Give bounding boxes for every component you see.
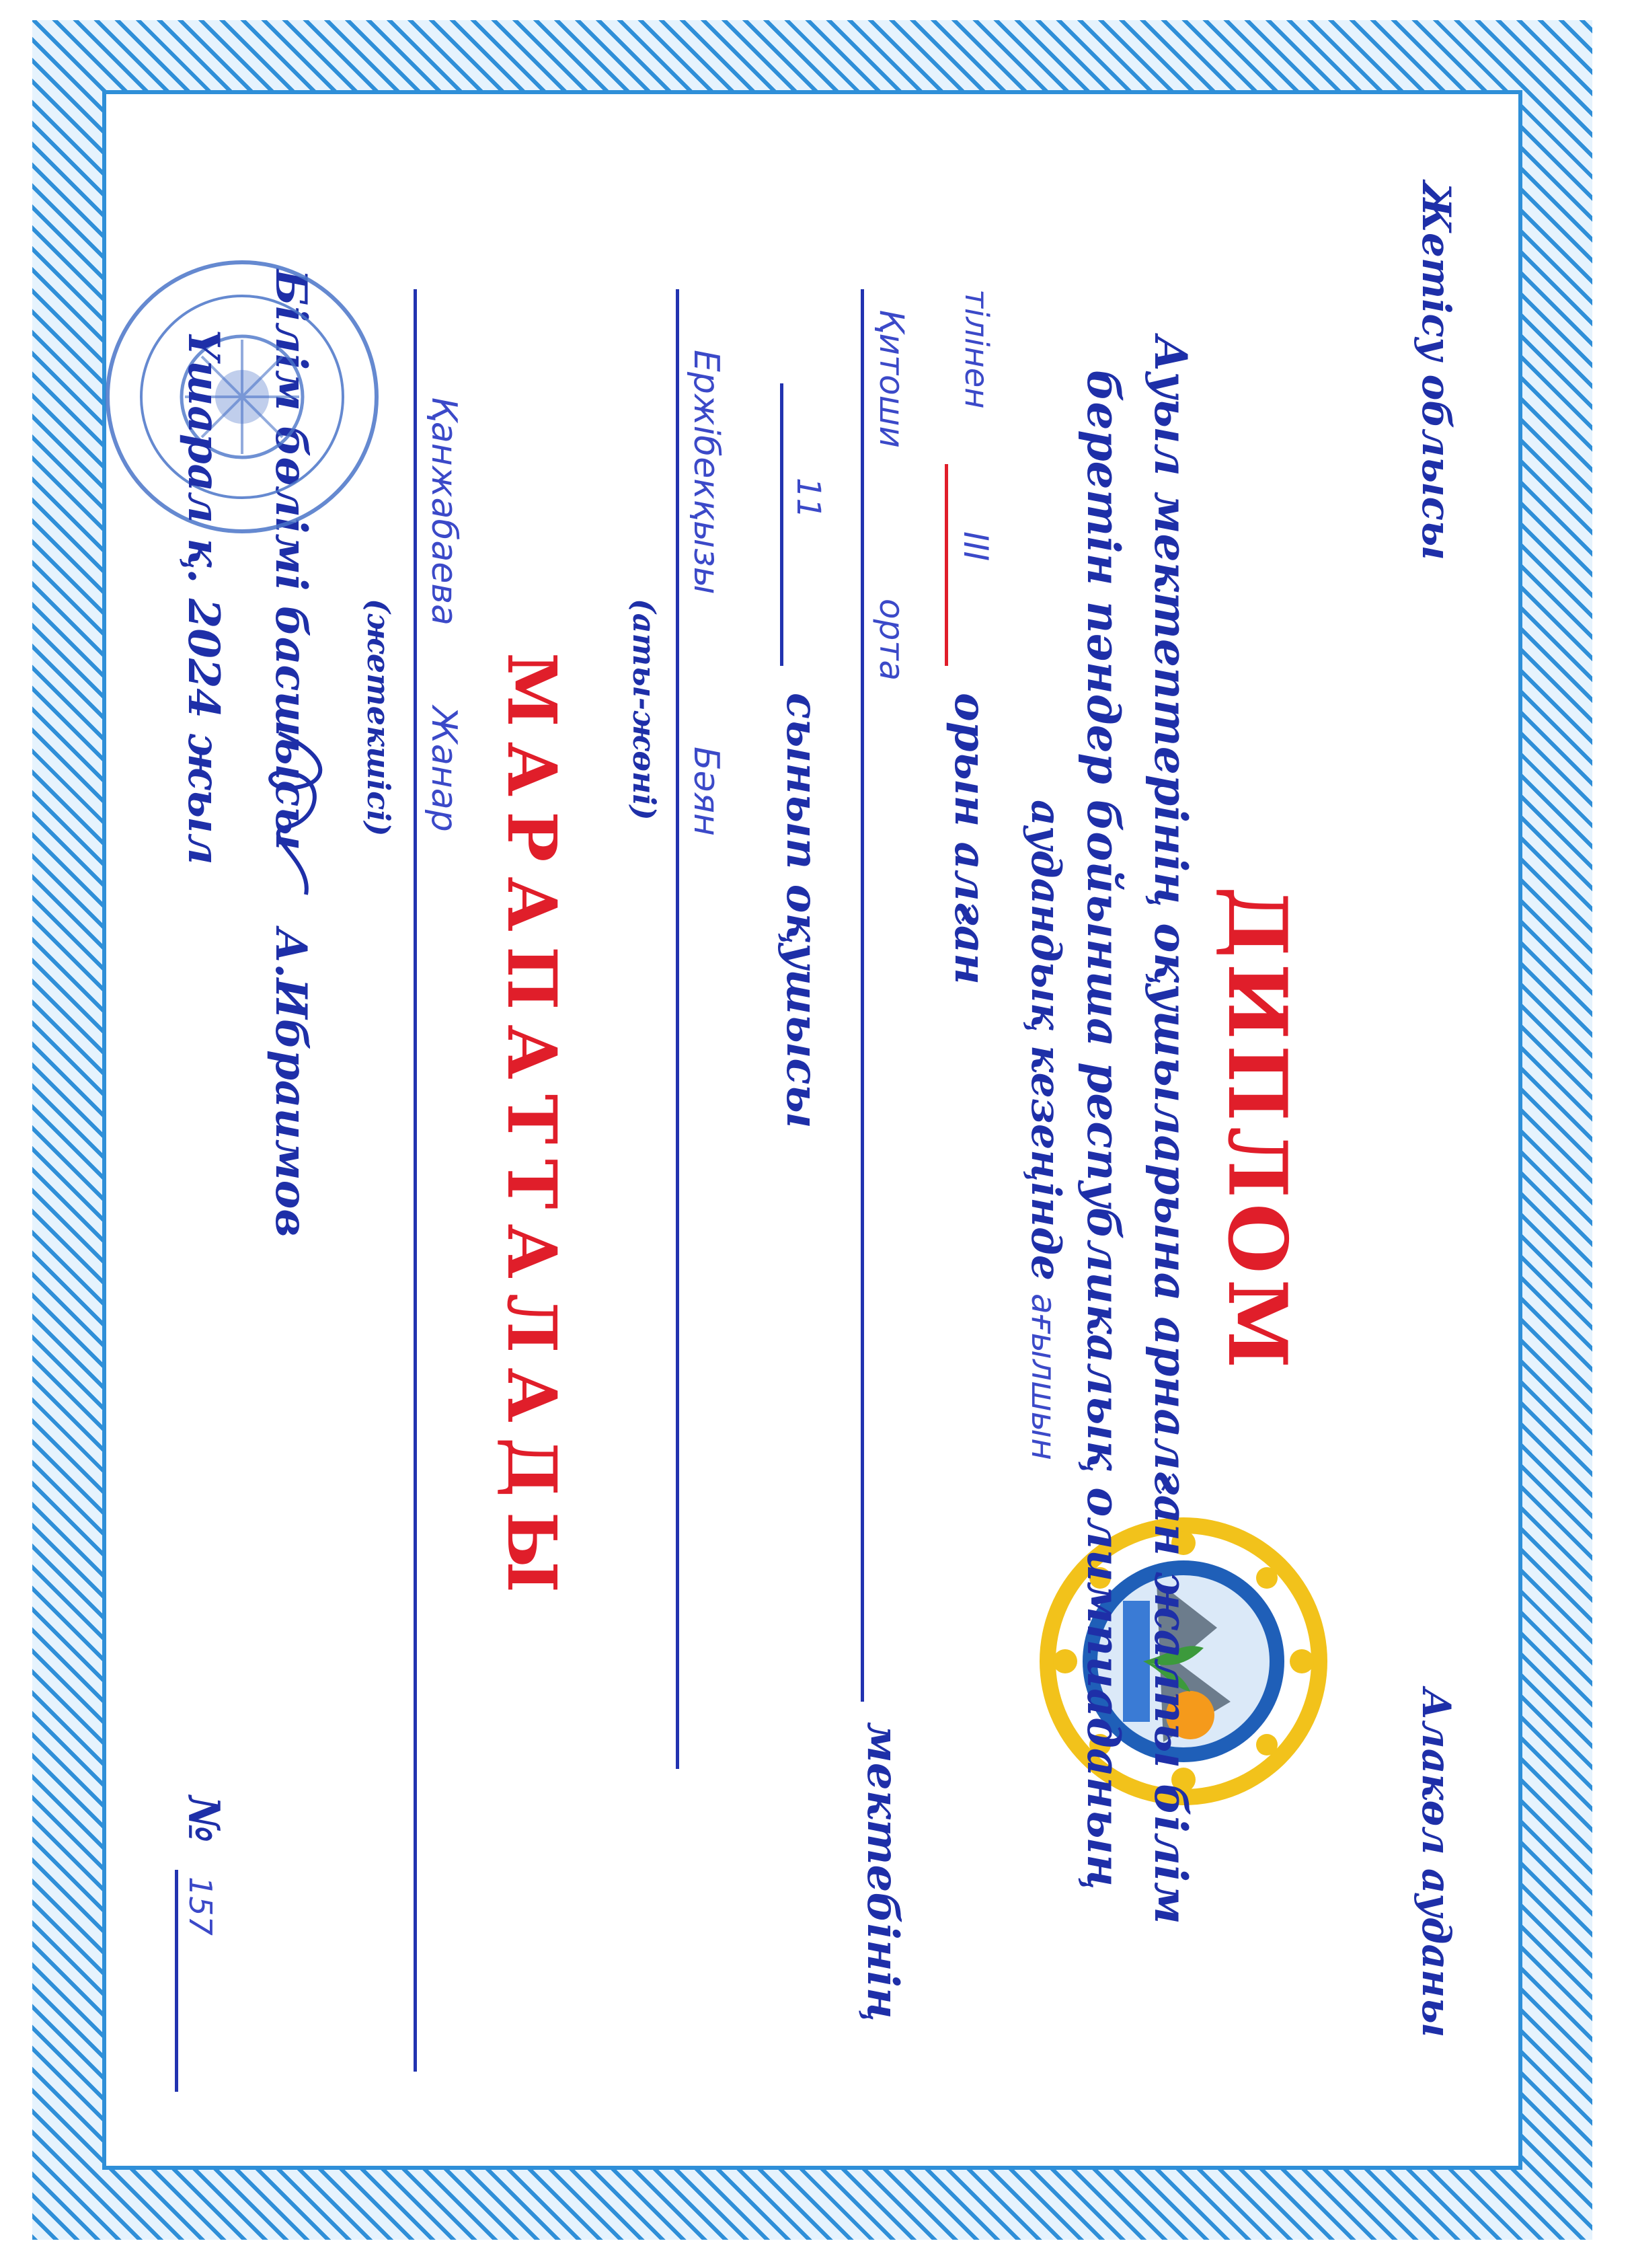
student-name-1: Ержібекқызы bbox=[686, 350, 726, 595]
signature bbox=[252, 726, 340, 901]
school-line bbox=[861, 289, 864, 1702]
subject-suffix-handwritten: тілінен bbox=[958, 289, 995, 409]
school-label: мектебінің bbox=[857, 1722, 908, 2023]
teacher-line bbox=[414, 289, 417, 2072]
subtitle-line-3 bbox=[1022, 101, 1069, 2159]
student-name-2: Бәян bbox=[686, 747, 726, 836]
place-handwritten: III bbox=[956, 531, 995, 562]
teacher-name-1: Қанжабаева bbox=[424, 397, 464, 626]
signer-title: Білім бөлімі басшысы bbox=[266, 269, 316, 851]
subtitle-line-1: Ауыл мектептерінің оқушыларына арналған жалпы білім bbox=[1144, 336, 1197, 1924]
place-label: орын алған bbox=[945, 693, 995, 985]
subtitle-line-2: беретін пәндер бойынша республикалық олимпиаданың bbox=[1077, 369, 1130, 1891]
name-caption: (аты-жөні) bbox=[626, 599, 662, 821]
grade-handwritten: 11 bbox=[789, 478, 827, 519]
school-handwritten-2: орта bbox=[872, 599, 911, 681]
diploma-title: ДИПЛОМ bbox=[1210, 886, 1305, 1374]
teacher-caption: (жетекшісі) bbox=[360, 599, 397, 837]
number-handwritten: 157 bbox=[182, 1877, 219, 1936]
award-heading: МАРАПАТТАЛАДЫ bbox=[492, 652, 572, 1608]
official-stamp bbox=[101, 256, 383, 538]
student-name-line bbox=[676, 289, 679, 1769]
grade-line bbox=[780, 383, 783, 666]
district-stage-label: аудандық кезеңінде bbox=[1022, 800, 1069, 1281]
region-left: Жетісу облысы bbox=[1413, 182, 1459, 560]
school-handwritten-1: Қитоши bbox=[872, 309, 911, 448]
subject-handwritten: ағылшын bbox=[1024, 1293, 1063, 1460]
region-right: Алакөл ауданы bbox=[1413, 1688, 1459, 2038]
number-line bbox=[175, 1870, 178, 2092]
grade-label: сынып оқушысы bbox=[777, 693, 827, 1129]
place-year: Үшарал қ. 2024 жыл bbox=[178, 330, 229, 865]
place-line bbox=[945, 464, 948, 666]
teacher-name-2: Жанар bbox=[424, 706, 464, 832]
signer-name: А.Ибраимов bbox=[266, 928, 316, 1238]
diploma-content bbox=[108, 101, 1506, 2159]
number-label: № bbox=[178, 1796, 229, 1843]
